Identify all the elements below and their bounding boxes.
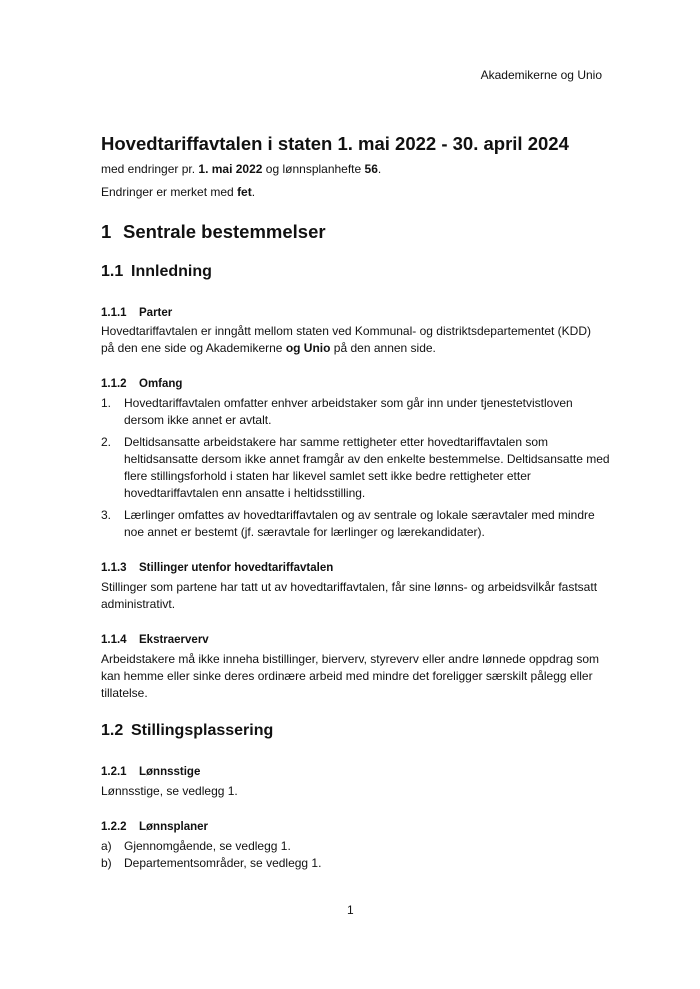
list-marker: b)	[101, 856, 112, 870]
list-text: Lærlinger omfattes av hovedtariffavtalen og av sentrale og lokale særavtaler med mindre noe annet er bestemt (jf. særavtale for lærlinger og lærekandidater).	[124, 508, 595, 539]
heading-title: Omfang	[139, 378, 183, 390]
subtitle-number: 56	[364, 162, 378, 176]
note-suffix: .	[251, 185, 256, 199]
parties-line-2-prefix: på den ene side og Akademikerne	[101, 341, 286, 355]
document-title: Hovedtariffavtalen i staten 1. mai 2022 - 30. april 2024	[101, 133, 569, 154]
heading-number: 1.1	[101, 263, 124, 280]
page-number: 1	[347, 903, 354, 917]
heading-1-1	[101, 263, 212, 281]
document-subtitle	[101, 162, 381, 176]
list-marker: a)	[101, 839, 112, 853]
heading-number: 1.2	[101, 722, 124, 739]
heading-1-1-3	[101, 562, 333, 574]
side-jobs-paragraph: Arbeidstakere må ikke inneha bistillinger, bierverv, styreverv eller andre lønnede oppdrag som kan hemme eller sinke deres ordinære arbeid med mindre det foreligger særskilt pålegg eller tillatelse.	[101, 652, 600, 700]
heading-1-2	[101, 722, 273, 740]
heading-1-1-4	[101, 634, 209, 646]
list-item	[101, 855, 611, 872]
list-marker: 3.	[101, 508, 112, 522]
parties-line-1: Hovedtariffavtalen er inngått mellom staten ved Kommunal- og distriktsdepartementet (KDD)	[101, 324, 592, 338]
heading-number: 1.1.2	[101, 378, 127, 390]
heading-title: Innledning	[131, 263, 212, 280]
heading-number: 1.2.1	[101, 766, 127, 778]
heading-title: Stillinger utenfor hovedtariffavtalen	[139, 562, 334, 574]
heading-title: Ekstraerverv	[139, 634, 209, 646]
heading-number: 1.1.1	[101, 307, 127, 319]
list-item	[101, 395, 611, 429]
heading-title: Lønnsplaner	[139, 821, 209, 833]
heading-1-2-2	[101, 821, 208, 833]
list-item	[101, 838, 611, 855]
subtitle-suffix: .	[377, 162, 382, 176]
parties-paragraph	[101, 323, 611, 357]
heading-title: Stillingsplassering	[131, 722, 274, 739]
note-bold: fet	[237, 185, 252, 199]
parties-line-2-bold: og Unio	[285, 341, 331, 355]
list-text: Hovedtariffavtalen omfatter enhver arbeidstaker som går inn under tjenestetvistloven dersom ikke annet er avtalt.	[124, 396, 573, 427]
heading-number: 1.1.3	[101, 562, 127, 574]
heading-1-1-1	[101, 307, 172, 319]
heading-section-1	[101, 221, 326, 243]
subtitle-prefix: med endringer pr.	[101, 162, 199, 176]
salary-scale-paragraph: Lønnsstige, se vedlegg 1.	[101, 784, 238, 798]
heading-1-1-2	[101, 378, 182, 390]
list-text: Gjennomgående, se vedlegg 1.	[124, 839, 291, 853]
note-prefix: Endringer er merket med	[101, 185, 238, 199]
heading-number: 1.2.2	[101, 821, 127, 833]
heading-number: 1.1.4	[101, 634, 127, 646]
excluded-positions-paragraph: Stillinger som partene har tatt ut av hovedtariffavtalen, får sine lønns- og arbeidsvilkår fastsatt administrativt.	[101, 580, 598, 611]
subtitle-date: 1. mai 2022	[198, 162, 263, 176]
list-text: Deltidsansatte arbeidstakere har samme rettigheter etter hovedtariffavtalen som heltidsansatte dersom ikke annet framgår av den enkelte bestemmelse. Deltidsansatte med flere stillingsforhold i staten har likevel samlet sett ikke bedre rettigheter etter hovedtariffavtalen enn ansatte i heltidsstilling.	[124, 435, 610, 500]
parties-line-2-suffix: på den annen side.	[330, 341, 436, 355]
list-item	[101, 507, 611, 541]
list-text: Departementsområder, se vedlegg 1.	[124, 856, 322, 870]
list-marker: 1.	[101, 396, 112, 410]
subtitle-middle: og lønnsplanhefte	[262, 162, 365, 176]
heading-title: Sentrale bestemmelser	[123, 221, 326, 242]
list-marker: 2.	[101, 435, 112, 449]
header-organizations: Akademikerne og Unio	[480, 68, 602, 82]
heading-number: 1	[101, 221, 112, 242]
heading-1-2-1	[101, 766, 200, 778]
changes-note	[101, 185, 255, 199]
heading-title: Parter	[139, 307, 173, 319]
list-item	[101, 434, 611, 502]
heading-title: Lønnsstige	[139, 766, 201, 778]
